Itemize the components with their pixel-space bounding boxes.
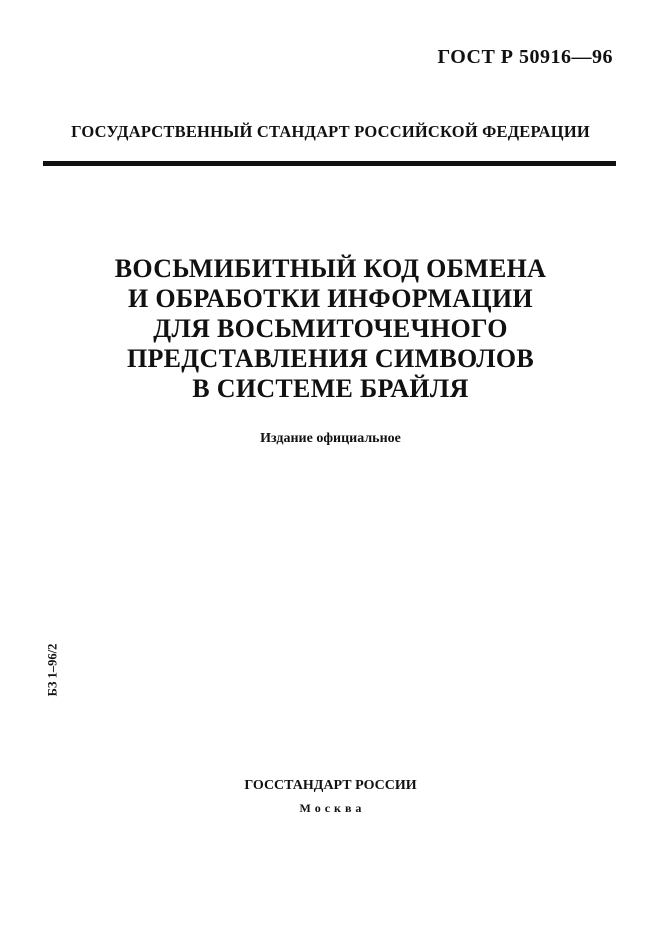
side-code: БЗ 1–96/2	[45, 643, 60, 697]
standard-number: ГОСТ Р 50916—96	[437, 46, 613, 68]
title-line: ПРЕДСТАВЛЕНИЯ СИМВОЛОВ	[126, 344, 535, 373]
document-title	[40, 254, 621, 404]
edition-label: Издание официальное	[260, 431, 401, 446]
title-line: И ОБРАБОТКИ ИНФОРМАЦИИ	[128, 284, 533, 313]
title-line: В СИСТЕМЕ БРАЙЛЯ	[192, 374, 469, 403]
title-line: ВОСЬМИБИТНЫЙ КОД ОБМЕНА	[114, 254, 547, 283]
header-divider	[43, 161, 616, 166]
title-line: ДЛЯ ВОСЬМИТОЧЕЧНОГО	[153, 314, 508, 343]
publisher-city: Москва	[299, 801, 366, 815]
publisher-name: ГОССТАНДАРТ РОССИИ	[244, 778, 417, 793]
organization-heading: ГОСУДАРСТВЕННЫЙ СТАНДАРТ РОССИЙСКОЙ ФЕДЕРАЦИИ	[71, 122, 590, 141]
